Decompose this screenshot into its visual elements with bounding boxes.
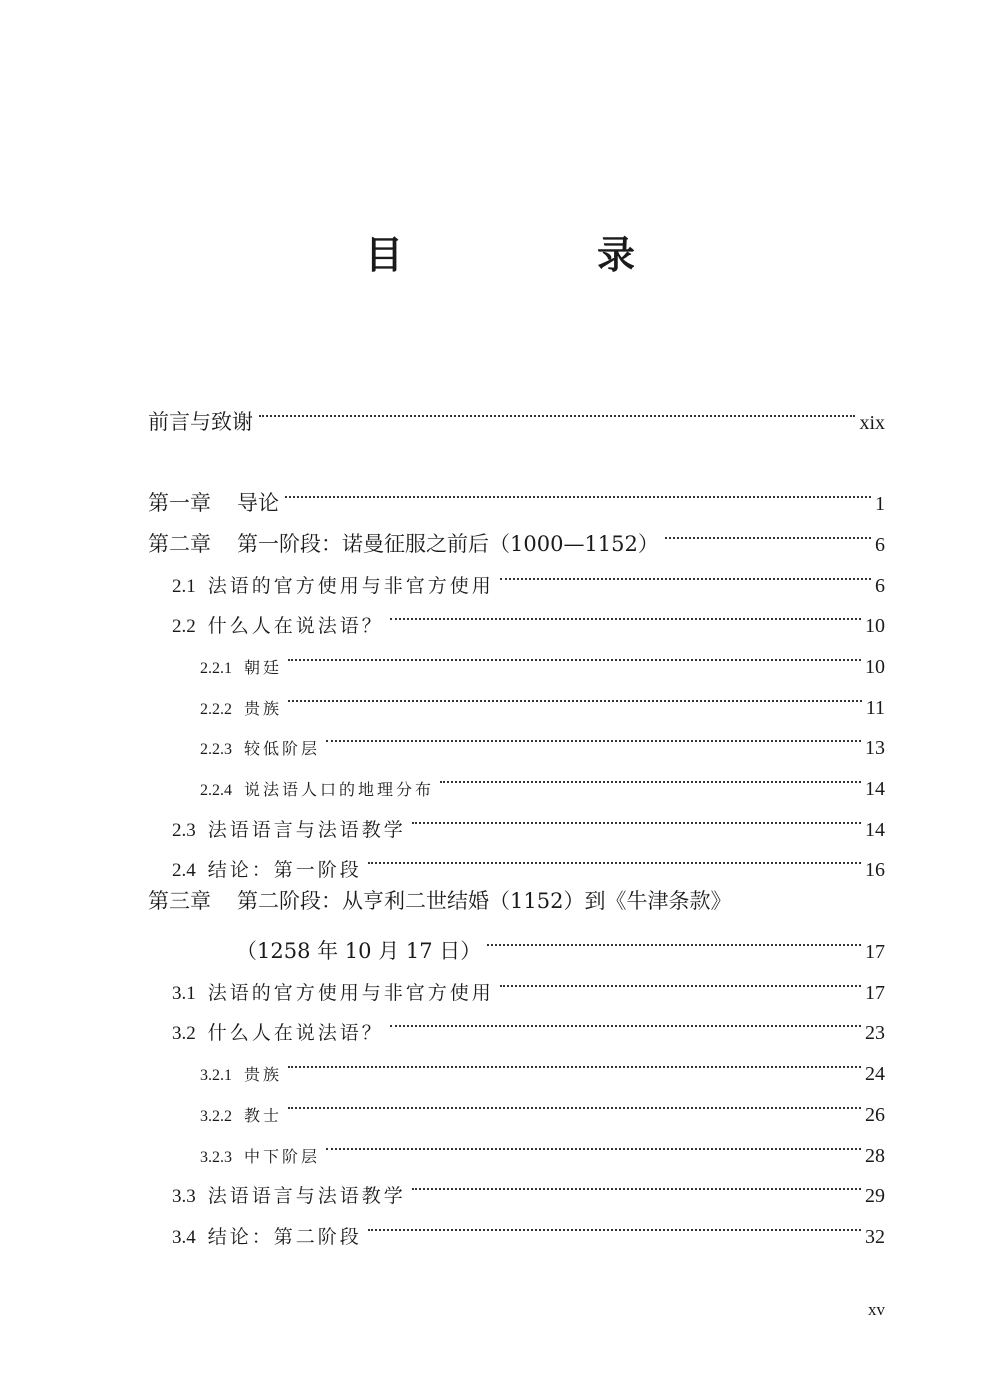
- toc-entry-label: 结论：第一阶段: [207, 859, 362, 881]
- toc-entry-page: 10: [865, 656, 885, 678]
- toc-entry-number: 3.1: [172, 983, 196, 1004]
- toc-entry-section-2-3[interactable]: [172, 804, 885, 841]
- toc-entry-chapter-2[interactable]: [148, 519, 885, 556]
- toc-entry-number: 3.2: [172, 1023, 196, 1044]
- toc-entry-label: 前言与致谢: [148, 410, 253, 434]
- toc-entry-page: 16: [865, 859, 885, 881]
- toc-entry-subsection-2-2-4[interactable]: [200, 763, 885, 800]
- toc-entry-preface[interactable]: [148, 397, 885, 434]
- toc-entry-label: 什么人在说法语？: [207, 1022, 384, 1044]
- dot-leader: [326, 1130, 861, 1162]
- dot-leader: [440, 763, 861, 795]
- dot-leader: [288, 1048, 861, 1080]
- toc-entry-label: 第二阶段：从亨利二世结婚（1152）到《牛津条款》: [237, 889, 732, 913]
- toc-entry-label: 法语语言与法语教学: [207, 819, 406, 841]
- toc-entry-label: 结论：第二阶段: [207, 1226, 362, 1248]
- toc-entry-subsection-3-2-3[interactable]: [200, 1130, 885, 1167]
- toc-entry-section-2-2[interactable]: [172, 600, 885, 637]
- toc-entry-number: 第三章: [148, 889, 211, 913]
- toc-entry-page: 24: [865, 1063, 885, 1085]
- dot-leader: [368, 1211, 861, 1243]
- dot-leader: [500, 560, 871, 592]
- toc-entry-label: 法语的官方使用与非官方使用: [207, 982, 494, 1004]
- toc-entry-number: 2.2: [172, 616, 196, 637]
- toc-entry-number: 2.2.3: [200, 741, 232, 758]
- toc-entry-label: 贵族: [244, 699, 283, 718]
- toc-entry-number: 第一章: [148, 491, 211, 515]
- toc-entry-chapter-3-line-1[interactable]: [148, 885, 731, 917]
- toc-entry-number: 3.3: [172, 1186, 196, 1207]
- toc-entry-number: 2.1: [172, 576, 196, 597]
- toc-entry-label: 中下阶层: [244, 1147, 321, 1166]
- toc-entry-label: 教士: [244, 1106, 283, 1125]
- toc-entry-number: 3.2.1: [200, 1067, 232, 1084]
- toc-entry-number: 2.2.1: [200, 660, 232, 677]
- page-number: xv: [868, 1300, 885, 1319]
- toc-entry-page: 10: [865, 615, 885, 637]
- toc-entry-section-2-4[interactable]: [172, 844, 885, 881]
- dot-leader: [288, 641, 861, 673]
- toc-entry-chapter-1[interactable]: [148, 478, 885, 515]
- toc-entry-number: 2.2.4: [200, 782, 232, 799]
- toc-entry-label: 较低阶层: [244, 739, 321, 758]
- dot-leader: [285, 478, 871, 510]
- toc-entry-label: 朝廷: [244, 658, 283, 677]
- toc-entry-number: 3.2.3: [200, 1149, 232, 1166]
- toc-entry-label: 法语的官方使用与非官方使用: [207, 575, 494, 597]
- toc-entry-chapter-3-line-2[interactable]: [236, 926, 885, 963]
- dot-leader: [259, 397, 855, 429]
- toc-entry-label: 贵族: [244, 1065, 283, 1084]
- dot-leader: [390, 600, 861, 632]
- dot-leader: [326, 722, 861, 754]
- toc-entry-page: 28: [865, 1145, 885, 1167]
- toc-entry-page: 23: [865, 1022, 885, 1044]
- toc-entry-section-2-1[interactable]: [172, 560, 885, 597]
- dot-leader: [412, 1170, 861, 1202]
- toc-entry-page: 17: [865, 941, 885, 963]
- toc-entry-page: 13: [865, 737, 885, 759]
- toc-entry-page: 26: [865, 1104, 885, 1126]
- toc-entry-subsection-2-2-1[interactable]: [200, 641, 885, 678]
- toc-entry-number: 2.3: [172, 820, 196, 841]
- toc-entry-number: 2.2.2: [200, 701, 232, 718]
- toc-entry-label: 第一阶段：诺曼征服之前后（1000—1152）: [237, 532, 659, 556]
- toc-entry-page: 14: [865, 819, 885, 841]
- toc-entry-page: 6: [875, 534, 885, 556]
- page-title: 目 录: [364, 233, 713, 277]
- dot-leader: [500, 967, 861, 999]
- toc-entry-page: 29: [865, 1185, 885, 1207]
- toc-entry-page: 11: [865, 697, 885, 719]
- toc-entry-label: 导论: [237, 491, 279, 515]
- toc-entry-section-3-3[interactable]: [172, 1170, 885, 1207]
- toc-entry-section-3-4[interactable]: [172, 1211, 885, 1248]
- toc-entry-page: 32: [865, 1226, 885, 1248]
- toc-entry-subsection-2-2-2[interactable]: [200, 682, 885, 719]
- dot-leader: [390, 1007, 861, 1039]
- toc-entry-subsection-3-2-2[interactable]: [200, 1089, 885, 1126]
- toc-entry-label-continuation: （1258 年 10 月 17 日）: [236, 939, 482, 963]
- dot-leader: [487, 926, 861, 958]
- toc-entry-section-3-1[interactable]: [172, 967, 885, 1004]
- toc-entry-page: 17: [865, 982, 885, 1004]
- toc-entry-number: 2.4: [172, 860, 196, 881]
- toc-entry-subsection-3-2-1[interactable]: [200, 1048, 885, 1085]
- toc-entry-label: 什么人在说法语？: [207, 615, 384, 637]
- toc-entry-number: 第二章: [148, 532, 211, 556]
- toc-entry-number: 3.2.2: [200, 1108, 232, 1125]
- dot-leader: [665, 519, 871, 551]
- toc-entry-page: 14: [865, 778, 885, 800]
- dot-leader: [368, 844, 861, 876]
- toc-entry-label: 说法语人口的地理分布: [244, 780, 435, 799]
- toc-entry-number: 3.4: [172, 1227, 196, 1248]
- toc-entry-label: 法语语言与法语教学: [207, 1185, 406, 1207]
- toc-entry-page: 6: [875, 575, 885, 597]
- dot-leader: [412, 804, 861, 836]
- toc-entry-section-3-2[interactable]: [172, 1007, 885, 1044]
- toc-entry-page: 1: [875, 493, 885, 515]
- toc-entry-page: xix: [859, 412, 885, 434]
- toc-entry-subsection-2-2-3[interactable]: [200, 722, 885, 759]
- dot-leader: [288, 1089, 861, 1121]
- dot-leader: [288, 682, 862, 714]
